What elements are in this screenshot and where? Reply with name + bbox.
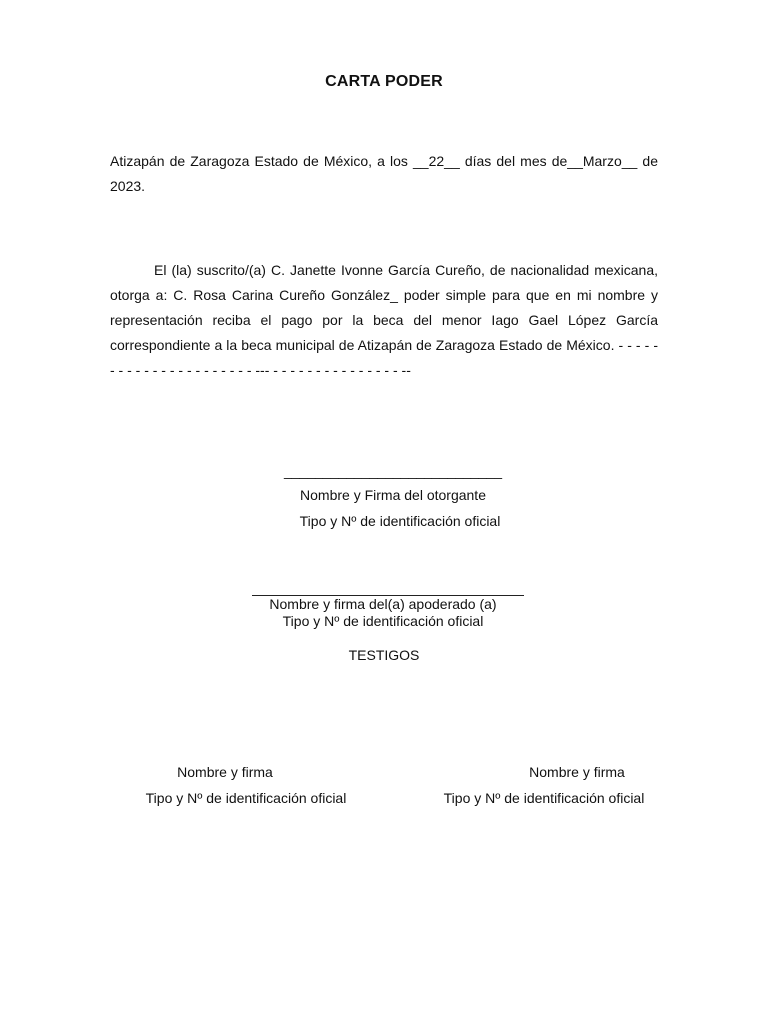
- apoderado-name-label: Nombre y firma del(a) apoderado (a): [269, 596, 497, 612]
- place-date-paragraph: Atizapán de Zaragoza Estado de México, a los __22__ días del mes de__Marzo__ de 2023.: [110, 153, 658, 194]
- apoderado-id-label: Tipo y Nº de identificación oficial: [282, 613, 484, 629]
- otorgante-id-label: Tipo y Nº de identificación oficial: [299, 513, 501, 529]
- power-of-attorney-body: El (la) suscrito/(a) C. Janette Ivonne García Cureño, de nacionalidad mexicana, otorga a: C. Rosa Carina Cureño González_ poder simple para que en mi nombre y representación reciba el pago por la beca del menor Iago Gael López García correspondiente a la beca municipal de Atizapán de Zaragoza Estado de México. - - - - - - - - - - - - - - - - - - - - - - --- - - - - - - - - - - - - - - - --: [110, 262, 658, 378]
- witness-right-id-label: Tipo y Nº de identificación oficial: [443, 790, 645, 806]
- otorgante-name-label: Nombre y Firma del otorgante: [300, 487, 486, 503]
- witness-left-id-label: Tipo y Nº de identificación oficial: [145, 790, 347, 806]
- document-title: CARTA PODER: [325, 73, 443, 90]
- witnesses-heading: TESTIGOS: [348, 647, 420, 663]
- witness-left-name-label: Nombre y firma: [177, 764, 273, 780]
- otorgante-signature-line: ____________________________: [283, 463, 502, 479]
- witness-right-name-label: Nombre y firma: [529, 764, 625, 780]
